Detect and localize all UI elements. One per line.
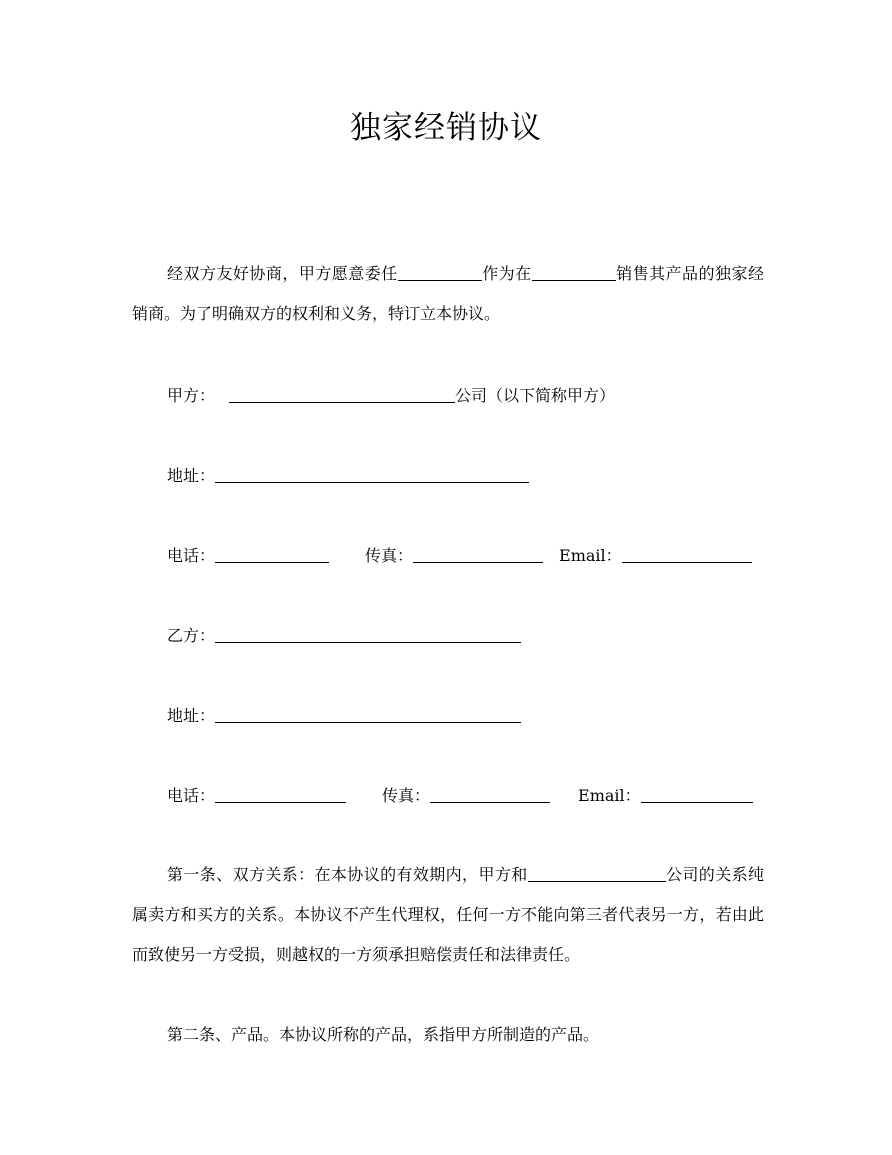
territory-blank[interactable] xyxy=(532,279,616,281)
party-a-email-blank[interactable] xyxy=(622,561,752,563)
party-a-fax-label: 传真： xyxy=(365,546,414,565)
party-b-label: 乙方： xyxy=(167,626,216,645)
intro-text-2: 作为在 xyxy=(481,264,532,283)
article-1-paragraph xyxy=(132,855,764,975)
party-a-fax-blank[interactable] xyxy=(413,561,543,563)
article-2-text: 第二条、产品。本协议所称的产品，系指甲方所制造的产品。 xyxy=(167,1025,600,1044)
party-a-suffix: 公司（以下简称甲方） xyxy=(455,386,616,405)
party-b-fax-label: 传真： xyxy=(382,786,431,805)
party-b-phone-label: 电话： xyxy=(167,786,216,805)
party-b-address-label: 地址： xyxy=(167,706,216,725)
party-a-line xyxy=(167,376,761,416)
party-a-name-blank[interactable] xyxy=(229,401,455,403)
appointee-blank[interactable] xyxy=(398,279,482,281)
party-a-address-label: 地址： xyxy=(167,466,216,485)
party-b-fax-blank[interactable] xyxy=(430,801,550,803)
article-1-text-1: 第一条、双方关系：在本协议的有效期内，甲方和 xyxy=(167,865,528,884)
party-a-phone-label: 电话： xyxy=(167,546,216,565)
party-b-address-line xyxy=(167,696,761,736)
party-b-email-label: Email： xyxy=(578,786,641,805)
intro-text-3: 销售其产品的独家经销商。为了明确双方的权利和义务，特订立本协议。 xyxy=(132,264,764,323)
intro-text-1: 经双方友好协商，甲方愿意委任 xyxy=(167,264,398,283)
article-1-text-2: 公司的关系纯属卖方和买方的关系。本协议不产生代理权，任何一方不能向第三者代表另一方，若由此而致使另一方受损，则越权的一方须承担赔偿责任和法律责任。 xyxy=(132,865,764,964)
party-b-name-blank[interactable] xyxy=(215,641,521,643)
party-b-contact-line xyxy=(167,776,761,816)
party-a-address-blank[interactable] xyxy=(215,481,529,483)
intro-paragraph xyxy=(132,254,764,334)
party-a-address-line xyxy=(167,456,761,496)
party-a-contact-line xyxy=(167,536,761,576)
party-b-email-blank[interactable] xyxy=(641,801,753,803)
article-1-company-blank[interactable] xyxy=(528,880,666,882)
article-2-paragraph xyxy=(132,1015,764,1055)
party-b-phone-blank[interactable] xyxy=(215,801,346,803)
party-b-address-blank[interactable] xyxy=(215,721,521,723)
party-b-line xyxy=(167,616,761,656)
party-a-email-label: Email： xyxy=(559,546,622,565)
document-title: 独家经销协议 xyxy=(350,110,542,146)
party-a-phone-blank[interactable] xyxy=(215,561,329,563)
party-a-label: 甲方： xyxy=(167,386,216,405)
